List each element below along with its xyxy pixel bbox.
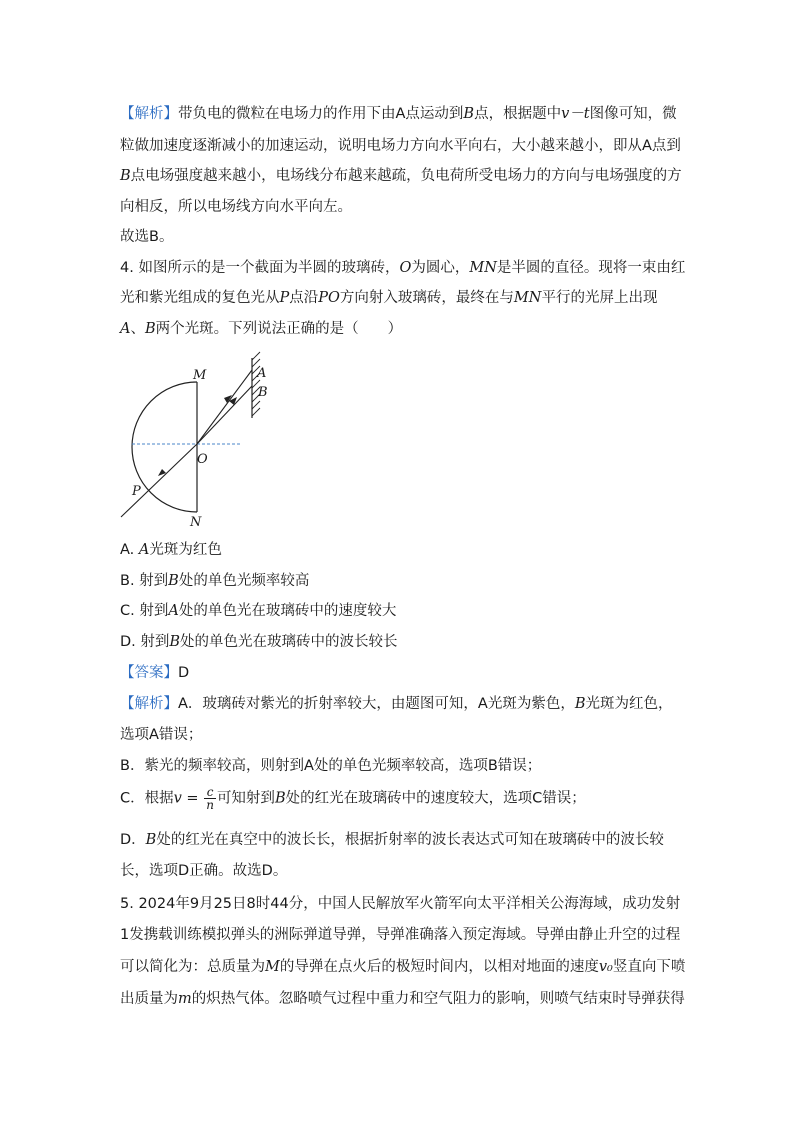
screen-hatching: [252, 352, 260, 416]
fraction-c-over-n: $\frac{c}{n}$: [206, 785, 214, 812]
q4-option-c: C. 射到A处的单色光在玻璃砖中的速度较大: [120, 603, 397, 619]
label-n: N: [190, 515, 202, 530]
label-p: P: [132, 484, 141, 499]
q5-stem-line1: 5. 2024年9月25日8时44分，中国人民解放军火箭军向太平洋相关公海海域，成功发射: [120, 896, 681, 912]
label-m: M: [193, 368, 207, 383]
q4-stem-line2: 光和紫光组成的复色光从P点沿PO方向射入玻璃砖，最终在与MN平行的光屏上出现: [120, 290, 658, 306]
q5-stem-line3: 可以简化为：总质量为M的导弹在点火后的极短时间内，以相对地面的速度v₀竖直向下喷: [120, 959, 686, 975]
analysis3-conclusion: 故选B。: [120, 229, 174, 245]
q4-option-b: B. 射到B处的单色光频率较高: [120, 573, 310, 589]
q4-analysis-line6: 长，选项D正确。故选D。: [120, 863, 288, 879]
answer-tag: 【答案】: [120, 665, 178, 681]
analysis-tag: 【解析】: [120, 106, 178, 122]
analysis3-line1: 【解析】带负电的微粒在电场力的作用下由A点运动到B点，根据题中v－t图像可知，微: [120, 106, 677, 122]
q4-analysis-line2: 选项A错误；: [120, 727, 203, 743]
ray-to-b: [197, 386, 252, 444]
q4-analysis-line4: C．根据v = $\frac{c}{n}$ 可知射到B处的红光在玻璃砖中的速度较大，选项C错误；: [120, 785, 586, 812]
semicircle-arc: [132, 382, 197, 512]
q4-answer: 【答案】D: [120, 665, 190, 681]
q4-stem-line3: A、B两个光斑。下列说法正确的是（ ）: [120, 321, 403, 337]
analysis3-line4: 向相反，所以电场线方向水平向左。: [120, 199, 352, 215]
q4-stem-line1: 4. 如图所示的是一个截面为半圆的玻璃砖，O为圆心，MN是半圆的直径。现将一束由红: [120, 260, 686, 276]
analysis3-line2: 粒做加速度逐渐减小的加速运动，说明电场力方向水平向右，大小越来越小，即从A点到: [120, 138, 681, 154]
q5-stem-line2: 1发携载训练模拟弹头的洲际弹道导弹，导弹准确落入预定海域。导弹由静止升空的过程: [120, 927, 681, 943]
glass-brick-figure: [110, 348, 280, 533]
q4-analysis-line1: 【解析】A．玻璃砖对紫光的折射率较大，由题图可知，A光斑为紫色，B光斑为红色，: [120, 696, 673, 712]
label-b: B: [258, 385, 268, 400]
q4-analysis-line3: B．紫光的频率较高，则射到A处的单色光频率较高，选项B错误；: [120, 758, 542, 774]
q5-stem-line4: 出质量为m的炽热气体。忽略喷气过程中重力和空气阻力的影响，则喷气结束时导弹获得: [120, 991, 685, 1007]
label-o: O: [197, 452, 208, 467]
q4-option-a: A. A光斑为红色: [120, 542, 222, 558]
analysis-tag: 【解析】: [120, 696, 178, 712]
analysis3-line3: B点电场强度越来越小，电场线分布越来越疏，负电荷所受电场力的方向与电场强度的方: [120, 168, 682, 184]
q4-analysis-line5: D．B处的红光在真空中的波长长，根据折射率的波长表达式可知在玻璃砖中的波长较: [120, 832, 664, 848]
q4-option-d: D. 射到B处的单色光在玻璃砖中的波长较长: [120, 634, 398, 650]
label-a: A: [257, 366, 267, 381]
